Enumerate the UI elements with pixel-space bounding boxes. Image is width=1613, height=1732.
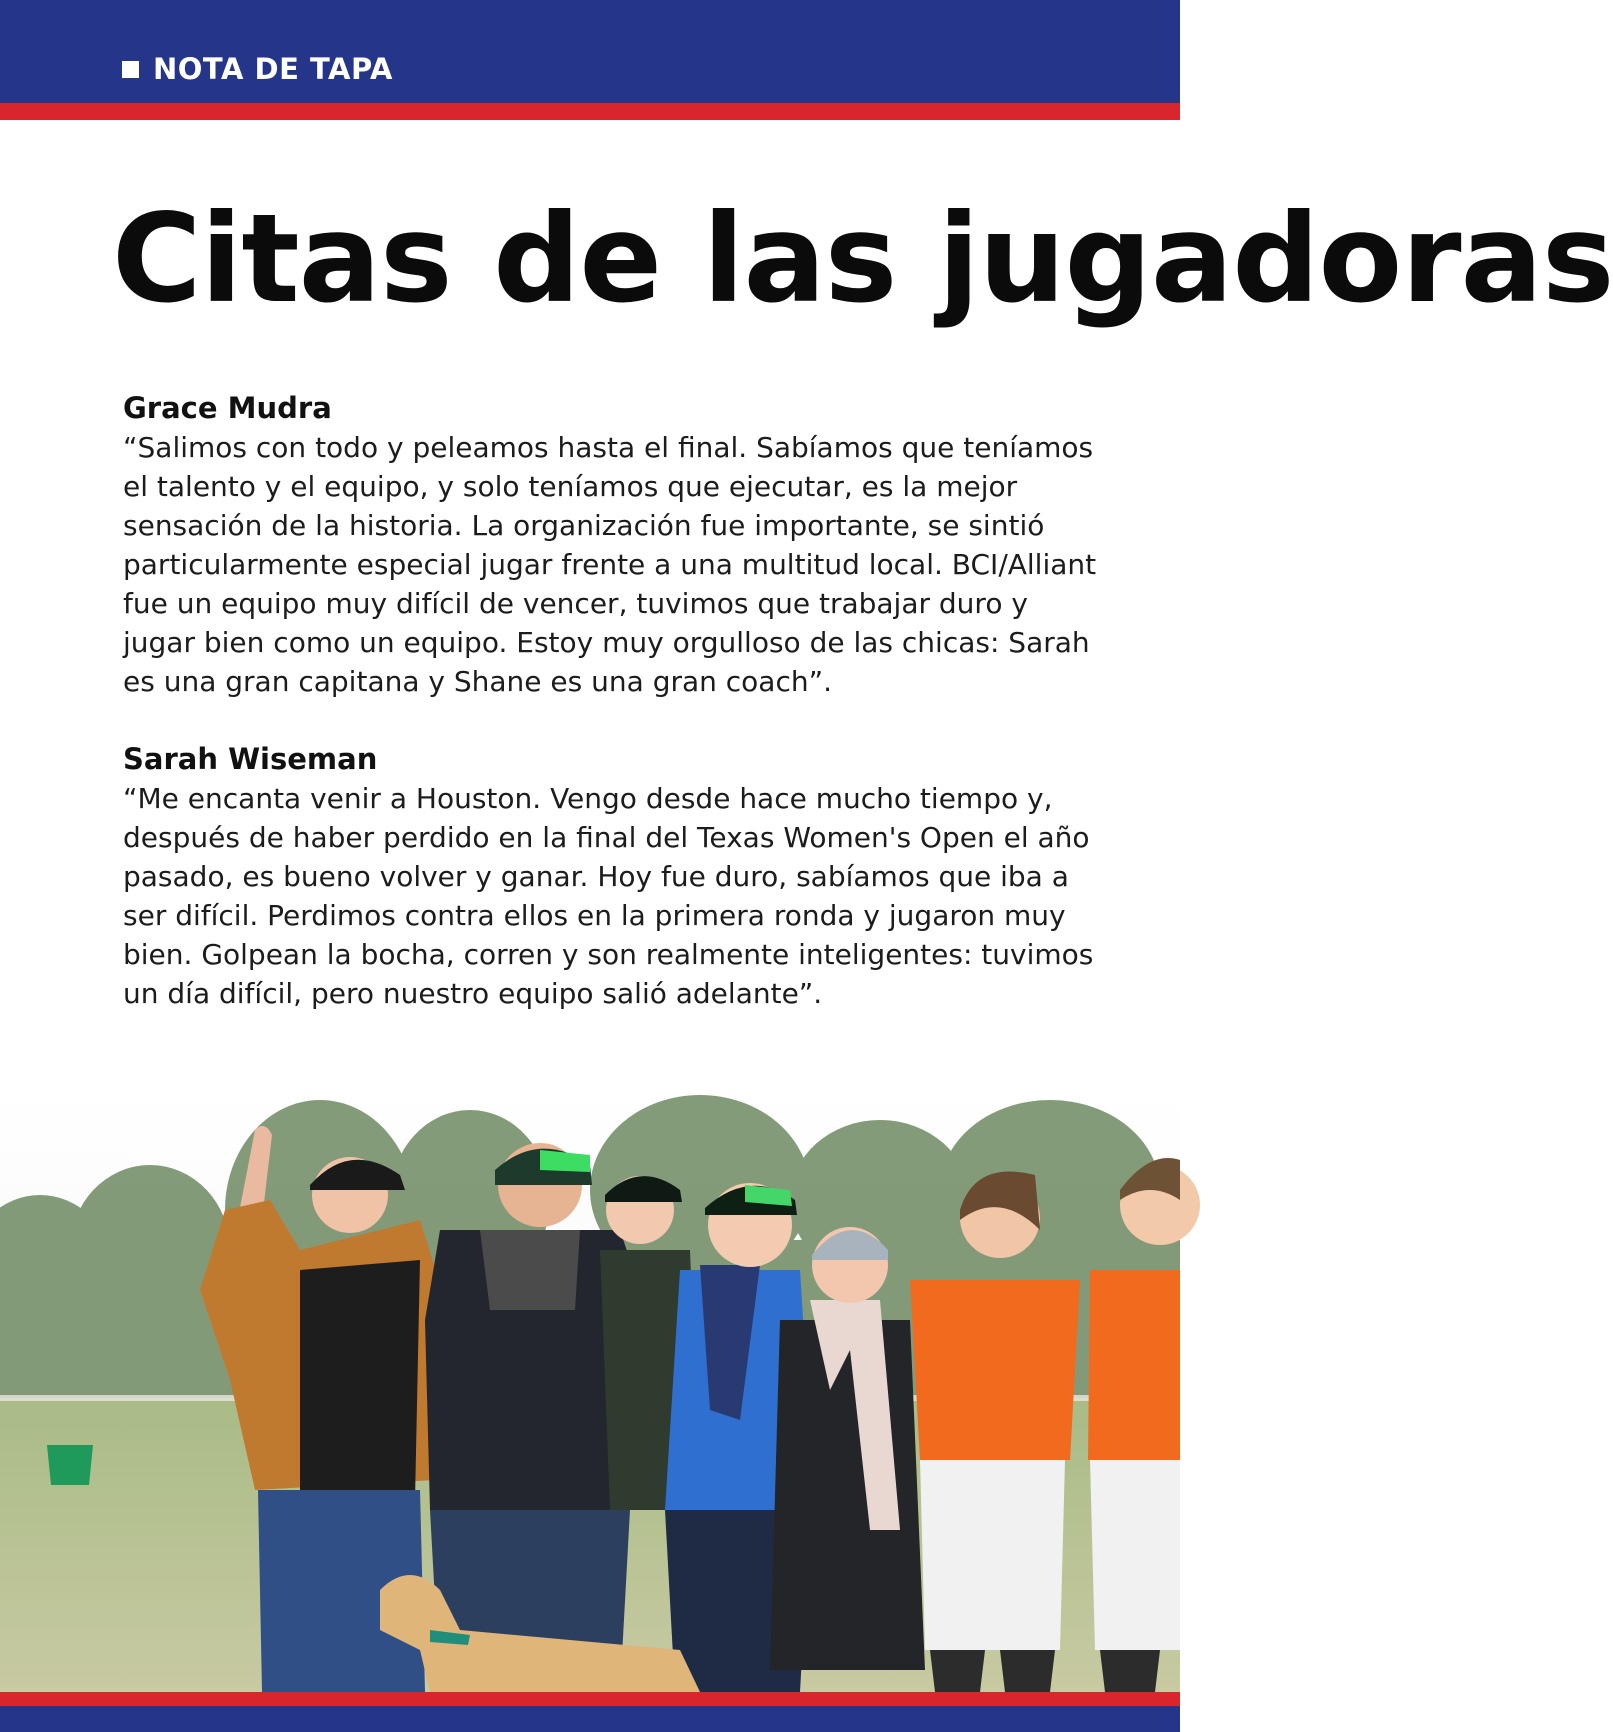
page-title: Citas de las jugadoras	[112, 188, 1613, 330]
quote-sarah-wiseman	[123, 740, 1103, 1013]
footer-red-stripe	[0, 1692, 1180, 1706]
quote-text: “Me encanta venir a Houston. Vengo desde hace mucho tiempo y, después de haber perdido en la final del Texas Women's Open el año pasado, es bueno volver y ganar. Hoy fue duro, sabíamos que iba a ser difícil. Perdimos contra ellos en la primera ronda y jugaron muy bien. Golpean la bocha, corren y son realmente inteligentes: tuvimos un día difícil, pero nuestro equipo salió adelante”.	[123, 782, 1094, 1010]
quote-text: “Salimos con todo y peleamos hasta el final. Sabíamos que teníamos el talento y el equipo, y solo teníamos que ejecutar, es la mejor sensación de la historia. La organización fue importante, se sintió particularmente especial jugar frente a una multitud local. BCI/Alliant fue un equipo muy difícil de vencer, tuvimos que trabajar duro y jugar bien como un equipo. Estoy muy orgulloso de las chicas: Sarah es una gran capitana y Shane es una gran coach”.	[123, 431, 1097, 698]
section-label	[122, 50, 393, 88]
header-red-stripe	[0, 103, 1180, 120]
quote-author: Grace Mudra	[123, 391, 332, 425]
square-bullet-icon	[122, 61, 139, 78]
green-bucket	[47, 1445, 93, 1485]
section-label-text: NOTA DE TAPA	[153, 52, 393, 86]
quotes-column	[123, 389, 1103, 1013]
quote-grace-mudra	[123, 389, 1103, 701]
quote-author: Sarah Wiseman	[123, 742, 378, 776]
footer-band	[0, 1706, 1180, 1732]
team-photo	[0, 1090, 1180, 1692]
